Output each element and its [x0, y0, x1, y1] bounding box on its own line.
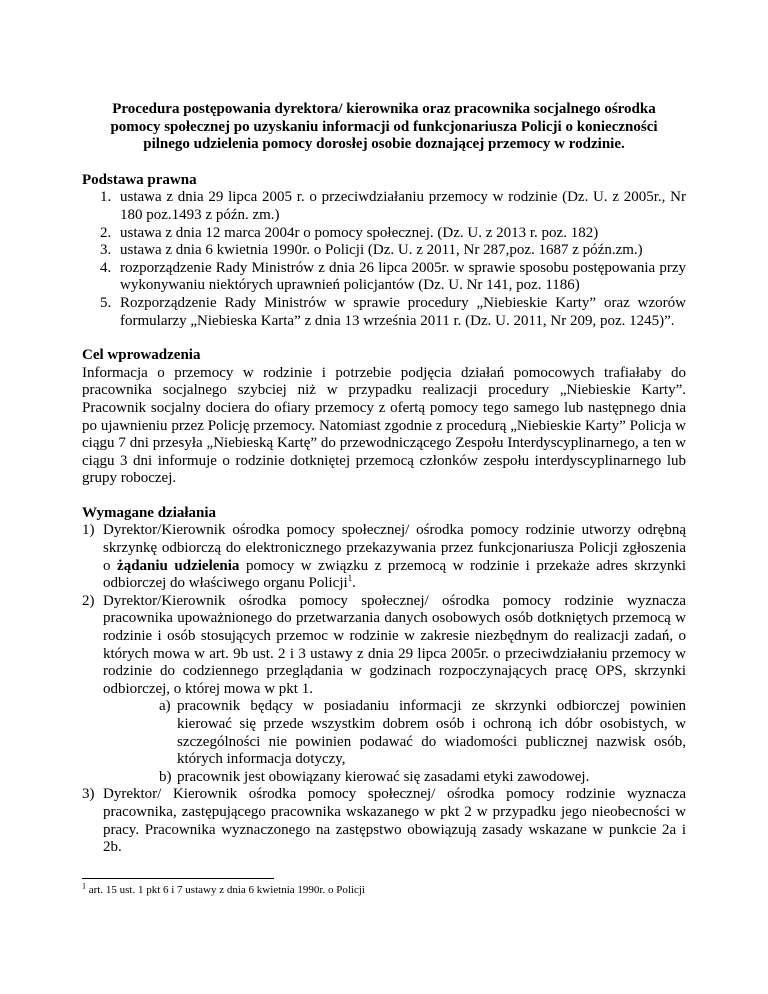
footnote-reference[interactable]: 1 [347, 573, 353, 584]
sub-list-item-letter: b) [159, 768, 172, 785]
purpose-section [82, 347, 686, 488]
legal-basis-list [82, 189, 686, 330]
required-actions-section [82, 505, 686, 857]
footnote-text: art. 15 ust. 1 pkt 6 i 7 ustawy z dnia 6 kwietnia 1990r. o Policji [86, 884, 365, 896]
legal-basis-section [82, 172, 686, 330]
list-item-number: 4. [100, 259, 112, 276]
list-item [82, 592, 686, 787]
list-item [82, 786, 686, 856]
footnote-number: 1 [82, 881, 86, 891]
list-item-number: 3. [100, 242, 112, 259]
footnote [82, 881, 365, 897]
title-line-2: pomocy społecznej po uzyskaniu informacji od funkcjonariusza Policji o konieczności [110, 118, 658, 135]
list-item-number: 1) [82, 522, 95, 539]
list-item-text: Dyrektor/ Kierownik ośrodka pomocy społecznej/ ośrodka pomocy rodzinie wyznacza pracownika, zastępującego pracownika wskazanego w pkt 2 w przypadku jego nieobecności w pracy. Pracownika wyznaczonego na zastępstwo obowiązują zasady wskazane w punkcie 2a i 2b. [103, 786, 686, 856]
list-item-text: Rozporządzenie Rady Ministrów w sprawie procedury „Niebieskie Karty” oraz wzorów formularzy „Niebieska Karta” z dnia 13 września 2011 r. (Dz. U. 2011, Nr 209, poz. 1245)”. [120, 294, 686, 329]
list-item-text: Dyrektor/Kierownik ośrodka pomocy społecznej/ ośrodka pomocy rodzinie utworzy odrębną skrzynkę odbiorczą do elektronicznego przekazywania przez funkcjonariusza Policji zgłoszenia o [103, 522, 686, 574]
list-item [100, 189, 686, 224]
sub-list-item-letter: a) [159, 698, 171, 715]
sub-list-item-text: pracownik jest obowiązany kierować się zasadami etyki zawodowej. [177, 768, 590, 785]
sub-list-item [159, 768, 686, 787]
purpose-heading: Cel wprowadzenia [82, 347, 201, 364]
title-line-1: Procedura postępowania dyrektora/ kierownika oraz pracownika socjalnego ośrodka [112, 101, 656, 117]
required-actions-list [82, 522, 686, 856]
sub-list-item [159, 698, 686, 768]
list-item [82, 522, 687, 592]
list-item-number: 5. [100, 294, 112, 311]
list-item-number: 2. [100, 224, 112, 241]
list-item-text: rozporządzenie Rady Ministrów z dnia 26 lipca 2005r. w sprawie sposobu postępowania przy wykonywaniu niektórych uprawnień policjantów (Dz. U. Nr 141, poz. 1186) [120, 259, 686, 294]
list-item-text: ustawa z dnia 12 marca 2004r o pomocy społecznej. (Dz. U. z 2013 r. poz. 182) [120, 224, 599, 241]
list-item [100, 224, 686, 243]
purpose-paragraph: Informacja o przemocy w rodzinie i potrzebie podjęcia działań pomocowych trafiałaby do pracownika socjalnego szybciej niż w przypadku realizacji procedury „Niebieskie Karty”. Pracownik socjalny dociera do ofiary przemocy z ofertą pomocy tego samego lub następnego dnia po ujawnieniu przez Policję przemocy. Natomiast zgodnie z procedurą „Niebieskie Karty” Policja w ciągu 7 dni przesyła „Niebieską Kartę” do przewodniczącego Zespołu Interdyscyplinarnego, a ten w ciągu 3 dni informuje o rodzinie dotkniętej przemocą członków zespołu interdyscyplinarnego lub grupy roboczej. [82, 364, 686, 487]
list-item [100, 242, 686, 260]
legal-basis-heading: Podstawa prawna [82, 171, 197, 188]
sub-list-item-text: pracownik będący w posiadaniu informacji ze skrzynki odbiorczej powinien kierować się przede wszystkim dobrem osób i ochroną ich dóbr osobistych, w szczególności nie powinien podawać do wiadomości publicznej nazwisk osób, których informacja dotyczy, [177, 698, 686, 768]
list-item-text: ustawa z dnia 29 lipca 2005 r. o przeciwdziałaniu przemocy w rodzinie (Dz. U. z 2005r., Nr 180 poz.1493 z późn. zm.) [120, 189, 686, 223]
document-title [82, 101, 686, 154]
list-item-number: 1. [100, 189, 112, 206]
list-item-text: pomocy w związku z przemocą w rodzinie i przekaże adres skrzynki odbiorczej do właściwego organu Policji [103, 557, 687, 592]
sub-list [103, 698, 686, 786]
footnote-divider [82, 878, 274, 879]
list-item-number: 3) [82, 786, 95, 803]
list-item-text: . [352, 575, 356, 592]
document-page [82, 101, 686, 874]
list-item-number: 2) [82, 592, 95, 609]
list-item [100, 259, 686, 295]
list-item [100, 294, 686, 330]
required-actions-heading: Wymagane działania [82, 504, 217, 521]
title-line-3: pilnego udzielenia pomocy dorosłej osobie doznającej przemocy w rodzinie. [143, 136, 625, 153]
emphasis-text: żądaniu udzielenia [117, 557, 240, 574]
list-item-text: ustawa z dnia 6 kwietnia 1990r. o Policji (Dz. U. z 2011, Nr 287,poz. 1687 z późn.zm.) [120, 242, 643, 259]
list-item-text: Dyrektor/Kierownik ośrodka pomocy społecznej/ ośrodka pomocy rodzinie wyznacza pracownika upoważnionego do przetwarzania danych osobowych osób dotkniętych przemocą w rodzinie i osób stosujących przemoc w rodzinie w zakresie niezbędnym do realizacji zadań, o których mowa w art. 9b ust. 2 i 3 ustawy z dnia 29 lipca 2005r. o przeciwdziałaniu przemocy w rodzinie do codziennego przeglądania w godzinach rozpoczynających pracę OPS, skrzynki odbiorczej, o której mowa w pkt 1. [103, 592, 686, 697]
